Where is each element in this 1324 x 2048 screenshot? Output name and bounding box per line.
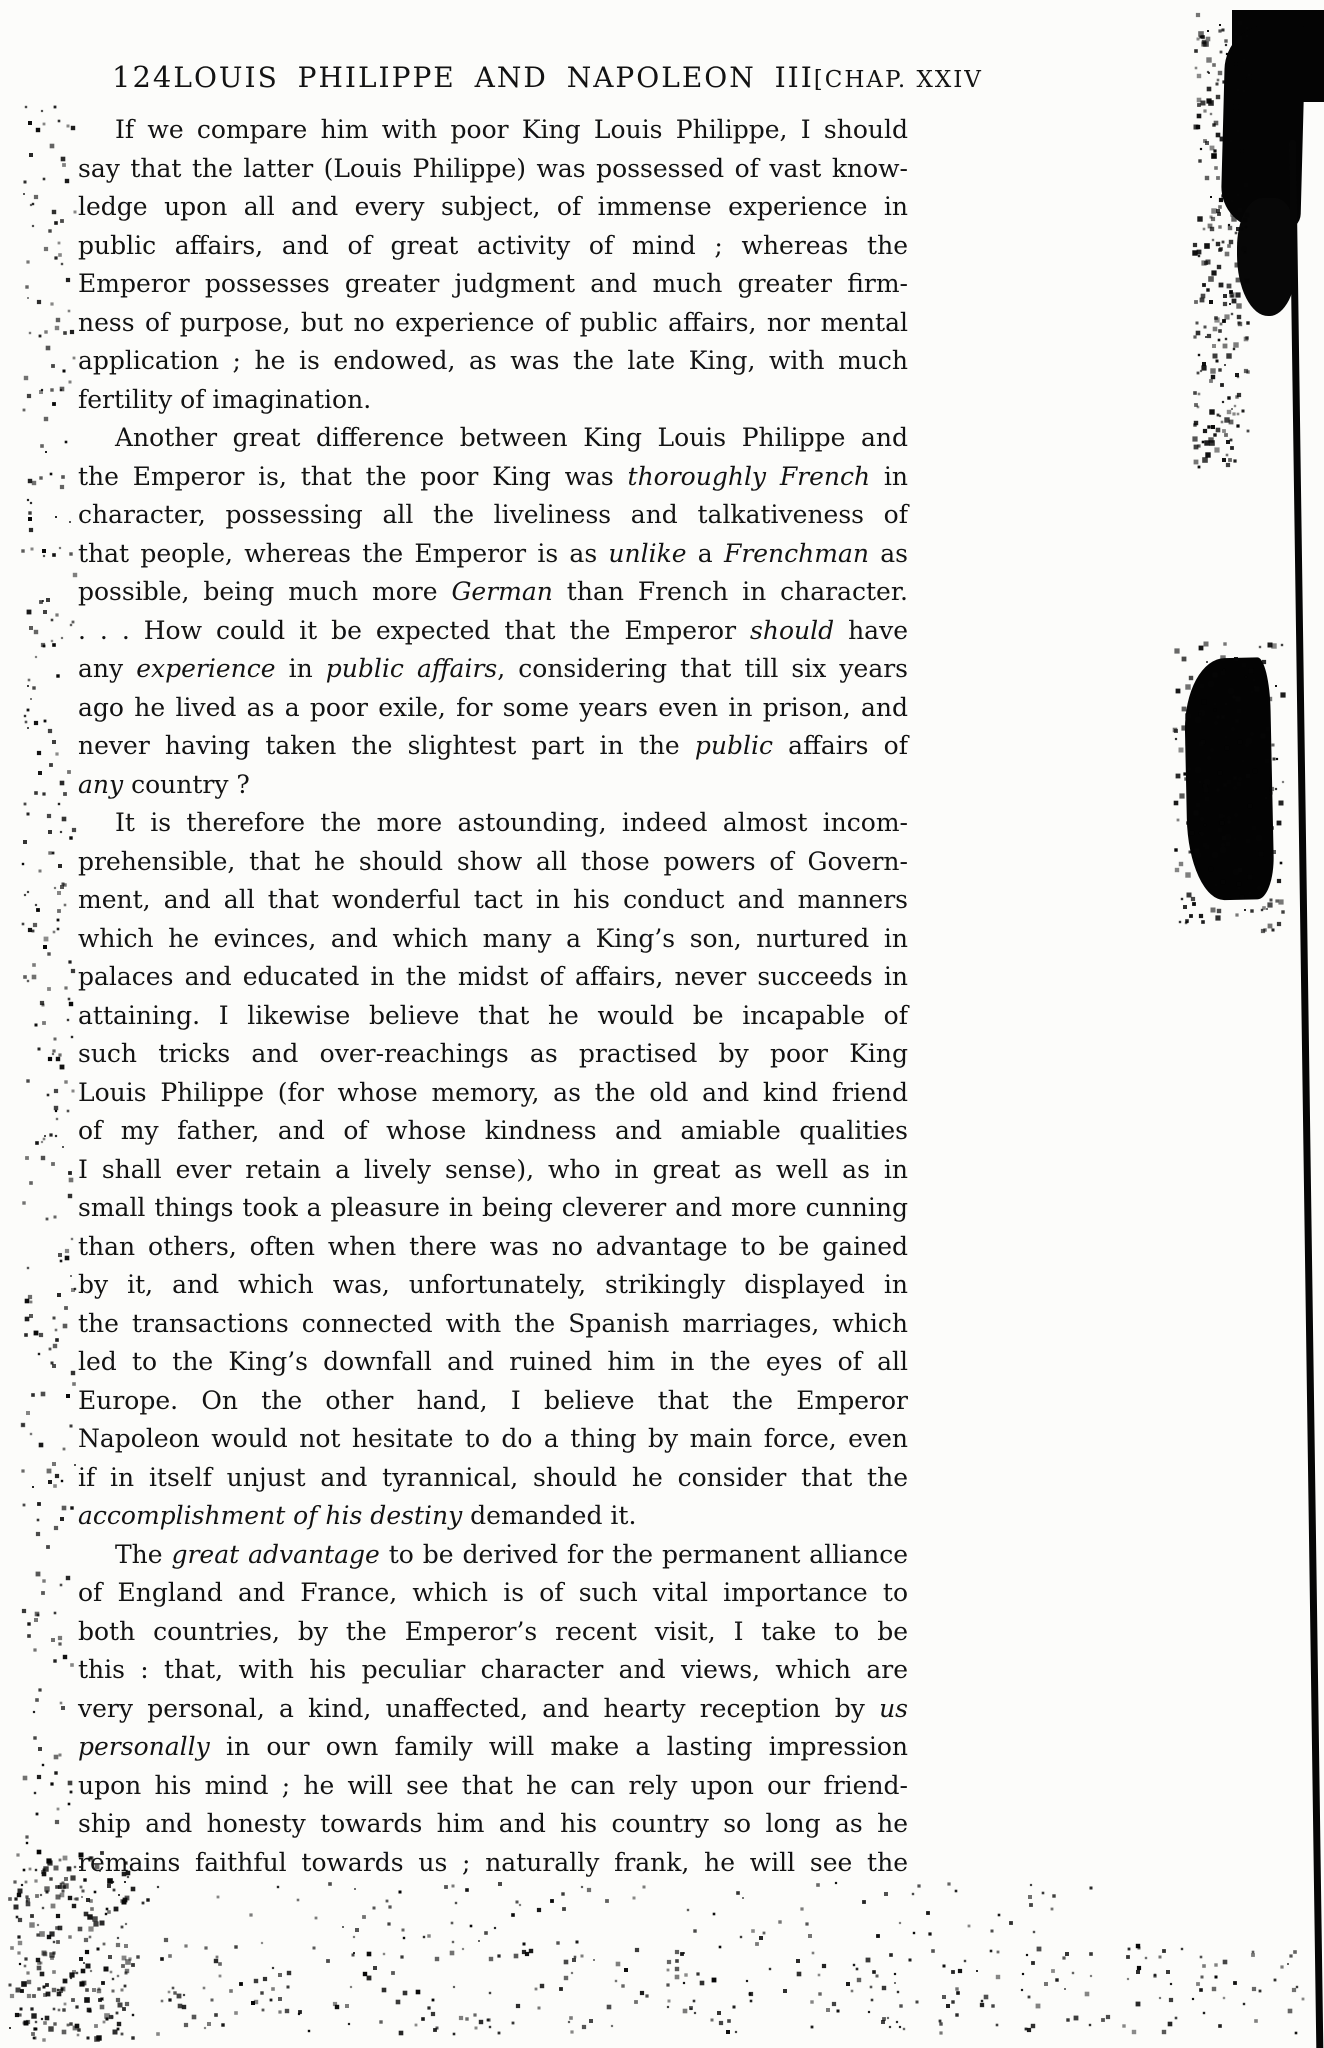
text-line: Napoleon would not hesitate to do a thing by main force, even <box>78 1424 908 1453</box>
text-line: never having taken the slightest part in the public affairs of <box>78 731 908 760</box>
paragraph <box>78 419 908 612</box>
text-line: ship and honesty towards him and his country so long as he <box>78 1809 908 1838</box>
text-line: small things took a pleasure in being cleverer and more cunning <box>78 1193 908 1222</box>
text-line: the transactions connected with the Spanish marriages, which <box>78 1308 908 1338</box>
scan-blob-top-right-lobe <box>1220 23 1305 230</box>
text-line: character, possessing all the liveliness and talkativeness of <box>78 500 908 529</box>
text-line: ment, and all that wonderful tact in his conduct and manners <box>78 885 908 914</box>
text-line: ago he lived as a poor exile, for some years even in prison, and <box>78 692 908 722</box>
text-line: that people, whereas the Emperor is as unlike a Frenchman as <box>78 538 908 568</box>
text-line: by it, and which was, unfortunately, strikingly displayed in <box>78 1270 908 1299</box>
scan-blob-mid-right <box>1183 657 1274 901</box>
text-line: the Emperor is, that the poor King was thoroughly French in <box>78 461 908 491</box>
text-line: upon his mind ; he will see that he can rely upon our friend- <box>78 1770 908 1800</box>
text-line: possible, being much more German than French in character. <box>78 577 908 606</box>
text-line: prehensible, that he should show all those powers of Govern- <box>78 846 908 876</box>
paragraph <box>78 111 908 419</box>
text-line: of England and France, which is of such vital importance to <box>78 1578 908 1607</box>
chapter-ref: [CHAP. XXIV <box>813 67 983 93</box>
text-line: . . . How could it be expected that the Emperor should have <box>78 615 908 645</box>
text-line: if in itself unjust and tyrannical, should he consider that the <box>78 1462 908 1492</box>
scan-page-edge-line <box>1289 140 1323 2048</box>
text-line: which he evinces, and which many a King’s son, nurtured in <box>78 923 908 953</box>
text-line: application ; he is endowed, as was the late King, with much <box>78 346 908 375</box>
text-line: accomplishment of his destiny demanded it. <box>78 1501 637 1530</box>
text-line: than others, often when there was no advantage to be gained <box>78 1231 908 1261</box>
text-line: palaces and educated in the midst of affairs, never succeeds in <box>78 962 908 991</box>
text-line: The great advantage to be derived for the permanent alliance <box>115 1539 908 1569</box>
text-line: public affairs, and of great activity of mind ; whereas the <box>78 230 908 260</box>
paragraph <box>78 612 908 805</box>
text-line: of my father, and of whose kindness and amiable qualities <box>78 1116 908 1145</box>
running-title: LOUIS PHILIPPE AND NAPOLEON III <box>173 61 814 94</box>
text-line: If we compare him with poor King Louis Philippe, I should <box>115 115 908 144</box>
page-number: 124 <box>112 60 174 94</box>
scan-blob-top-right-tail <box>1237 198 1297 316</box>
paragraph <box>78 804 908 1536</box>
text-line: ness of purpose, but no experience of public affairs, nor mental <box>78 307 908 337</box>
text-line: very personal, a kind, unaffected, and hearty reception by us <box>78 1693 908 1723</box>
scan-fuzz-mid-right <box>0 0 2 2</box>
text-line: fertility of imagination. <box>78 384 372 414</box>
text-line: led to the King’s downfall and ruined him in the eyes of all <box>78 1347 908 1376</box>
text-line: I shall ever retain a lively sense), who in great as well as in <box>78 1154 908 1184</box>
page-header <box>78 60 983 94</box>
text-line: Louis Philippe (for whose memory, as the old and kind friend <box>78 1077 908 1107</box>
text-line: personally in our own family will make a lasting impression <box>78 1732 908 1761</box>
text-line: Europe. On the other hand, I believe that the Emperor <box>78 1385 908 1415</box>
text-line: ledge upon all and every subject, of immense experience in <box>78 192 908 221</box>
text-line: any experience in public affairs, considering that till six years <box>78 654 909 683</box>
text-line: this : that, with his peculiar character and views, which are <box>78 1655 908 1684</box>
text-line: It is therefore the more astounding, indeed almost incom- <box>115 808 908 837</box>
text-line: say that the latter (Louis Philippe) was possessed of vast know- <box>78 153 908 183</box>
text-line: any country ? <box>78 769 250 799</box>
text-line: Another great difference between King Louis Philippe and <box>115 423 908 452</box>
text-line: such tricks and over-reachings as practised by poor King <box>78 1039 908 1068</box>
text-line: Emperor possesses greater judgment and much greater firm- <box>78 269 908 298</box>
paragraph <box>78 1536 908 1883</box>
text-line: remains faithful towards us ; naturally frank, he will see the <box>78 1847 908 1877</box>
text-line: both countries, by the Emperor’s recent visit, I take to be <box>78 1616 908 1646</box>
body-text <box>78 111 908 1882</box>
scan-blob-top-right <box>1232 10 1324 102</box>
text-line: attaining. I likewise believe that he would be incapable of <box>78 1000 908 1030</box>
